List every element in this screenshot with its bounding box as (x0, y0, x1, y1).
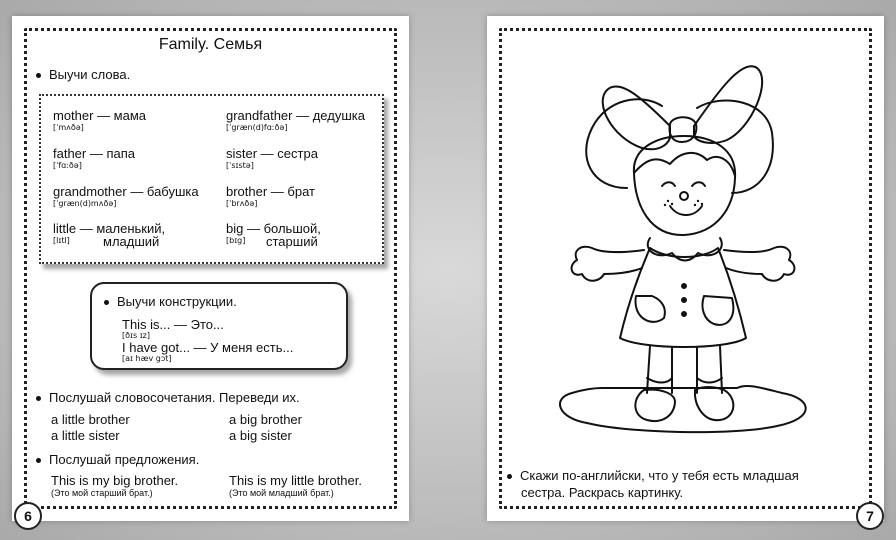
vocab-item (226, 108, 365, 132)
doll-head (634, 136, 735, 235)
constructions-box (90, 282, 348, 370)
construction-transcription: [ðɪs ɪz] (122, 331, 150, 340)
vocab-item (226, 146, 318, 170)
right-page (487, 16, 884, 521)
constructions-instruction: Выучи конструкции. (104, 294, 237, 309)
vocab-word: sister — сестра (226, 146, 318, 161)
arm-right (724, 247, 794, 281)
vocab-word: grandmother — бабушка (53, 184, 199, 199)
sentences-instruction: Послушай предложения. (36, 452, 199, 467)
vocab-word-line2: старший (266, 234, 318, 249)
page-number-right: 7 (856, 502, 884, 530)
bow-knot (670, 117, 697, 142)
ground-shadow (560, 386, 806, 432)
phrase: a big brother (229, 412, 302, 427)
vocab-transcription: [ˈbrʌðə] (226, 199, 258, 208)
bullet-icon (36, 458, 41, 463)
page-title: Family. Семья (158, 36, 263, 53)
phrase: a big sister (229, 428, 292, 443)
mouth (670, 206, 702, 215)
vocab-item (53, 221, 166, 249)
vocab-item (53, 108, 146, 132)
nose (680, 192, 688, 200)
sentence: This is my big brother. (51, 473, 179, 488)
vocabulary-box (39, 94, 384, 264)
eye-left (662, 182, 675, 186)
vocab-item (53, 184, 199, 208)
pocket-right (702, 296, 733, 325)
phrase: a little sister (51, 428, 120, 443)
phrases-instruction: Послушай словосочетания. Переведи их. (36, 390, 300, 405)
construction-line: I have got... — У меня есть... (122, 340, 294, 355)
shoe-right (695, 387, 733, 420)
vocab-transcription: [ˈgræn(d)mʌðə] (53, 199, 117, 208)
sentence-translation: (Это мой младший брат.) (229, 488, 334, 498)
sock-right (697, 378, 722, 383)
phrase: a little brother (51, 412, 130, 427)
vocab-word: father — папа (53, 146, 136, 161)
vocab-word: brother — брат (226, 184, 315, 199)
bullet-icon (507, 474, 512, 479)
vocab-item (226, 221, 321, 249)
button (682, 284, 686, 288)
coloring-instruction: Скажи по-английски, что у тебя есть младшая (507, 468, 799, 483)
vocab-word: big — большой, (226, 221, 321, 236)
sentence: This is my little brother. (229, 473, 362, 488)
eye-right (692, 182, 705, 186)
vocab-item (53, 146, 135, 170)
bullet-icon (36, 73, 41, 78)
hair (586, 99, 773, 193)
vocab-transcription: [ˈfɑːðə] (53, 161, 82, 170)
construction-line: This is... — Это... (122, 317, 224, 332)
left-page (12, 16, 409, 521)
sock-left (647, 378, 672, 383)
leg-left (647, 346, 672, 393)
vocab-transcription: [ˈgræn(d)fɑːðə] (226, 123, 288, 132)
learn-words-instruction: Выучи слова. (36, 67, 130, 82)
button (682, 298, 686, 302)
page-number-left: 6 (14, 502, 42, 530)
leg-right (697, 346, 722, 393)
vocab-transcription: [bɪg] (226, 236, 246, 245)
vocab-transcription: [ˈsɪstə] (226, 161, 254, 170)
vocab-transcription: [ˈmʌðə] (53, 123, 84, 132)
shoe-left (635, 390, 675, 421)
hair-fringe (634, 153, 735, 176)
coloring-instruction-line2: сестра. Раскрась картинку. (521, 485, 684, 500)
vocab-item (226, 184, 315, 208)
bullet-icon (36, 396, 41, 401)
vocab-word: little — маленький, (53, 221, 166, 236)
vocab-word-line2: младший (103, 234, 160, 249)
button (682, 312, 686, 316)
vocab-transcription: [lɪtl] (53, 236, 70, 245)
pocket-left (635, 296, 664, 322)
vocab-word: mother — мама (53, 108, 147, 123)
construction-transcription: [aɪ hæv gɔt] (122, 354, 172, 363)
arm-left (572, 247, 644, 281)
doll-illustration (532, 38, 832, 458)
vocab-word: grandfather — дедушка (226, 108, 365, 123)
bullet-icon (104, 300, 109, 305)
sentence-translation: (Это мой старший брат.) (51, 488, 153, 498)
